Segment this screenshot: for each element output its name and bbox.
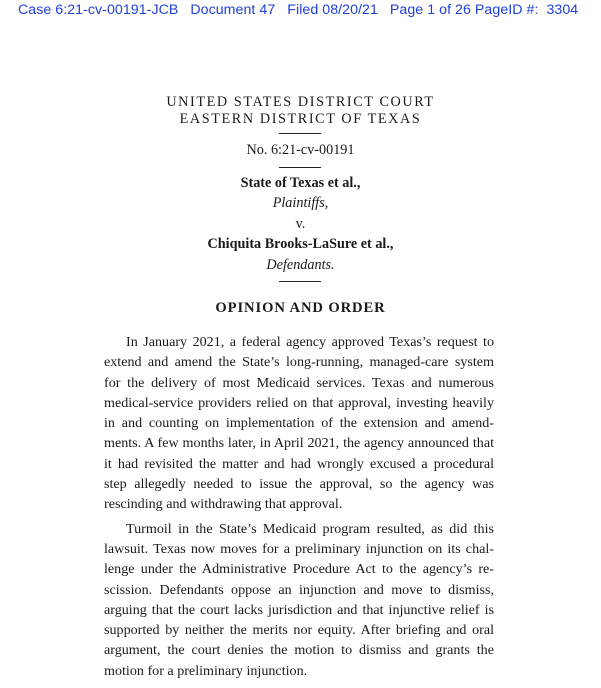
body-paragraph: In January 2021, a federal agency approved Texas’s request to extend and amend the State’s long-running, managed-care system for the delivery of most Medicaid services. Texas and numerous medical-service providers relied on that approval, investing heavily in and counting on implementation of the extension and amendments. A few months later, in April 2021, the agency announced that it had revisited the matter and had wrongly excused a procedural step allegedly needed to issue the approval, so the agency was rescinding and withdrawing that approval. <box>104 334 494 513</box>
opinion-body <box>104 332 494 681</box>
plaintiff-role: Plaintiffs, <box>272 195 329 211</box>
divider-rule <box>279 133 321 134</box>
document-title: OPINION AND ORDER <box>215 300 386 316</box>
divider-rule <box>279 281 321 282</box>
case-number: No. 6:21-cv-00191 <box>246 142 355 158</box>
court-name-line1: UNITED STATES DISTRICT COURT <box>166 94 435 110</box>
versus-label: v. <box>295 216 306 232</box>
filing-header: Case 6:21-cv-00191-JCB Document 47 Filed 08/20/21 Page 1 of 26 PageID #: 3304 <box>18 2 579 18</box>
divider-rule <box>279 167 321 168</box>
court-name-line2: EASTERN DISTRICT OF TEXAS <box>179 111 422 127</box>
defendant-name: Chiquita Brooks-LaSure et al., <box>207 236 394 252</box>
plaintiff-name: State of Texas et al., <box>240 175 361 191</box>
defendant-role: Defendants. <box>266 257 335 273</box>
body-paragraph: Turmoil in the State’s Medicaid program resulted, as did this lawsuit. Texas now moves for a preliminary injunction on its challenge under the Administrative Procedure Act to the agency’s rescission. Defendants oppose an injunction and move to dismiss, arguing that the court lacks jurisdiction and that injunctive relief is supported by neither the merits nor equity. After briefing and oral argument, the court denies the motion to dismiss and grants the motion for a preliminary injunction. <box>104 520 494 679</box>
